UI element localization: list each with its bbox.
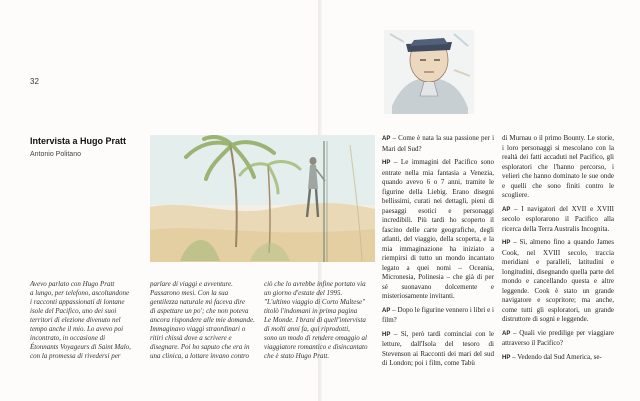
intro-line: una clinica, a lottare invano contro <box>150 352 250 360</box>
intro-column-3 <box>264 280 376 361</box>
qa-paragraph <box>382 330 494 369</box>
intro-line: ritiri chissà dove a scrivere e <box>150 334 232 342</box>
intro-column-2 <box>150 280 260 361</box>
qa-text: – Sì, però tardi cominciai con le letture, dall'Isola del tesoro di Stevenson ai Racconti dei mari del sud di London; poi i film, come Tabù <box>382 329 494 367</box>
qa-text: – Quali vie predilige per viaggiare attraverso il Pacifico? <box>502 328 614 347</box>
speaker-tag: HP <box>382 160 391 166</box>
intro-line: a lungo, per telefono, ascoltandone <box>30 289 130 297</box>
intro-line: parlare di viaggi e avventure. <box>150 280 233 288</box>
intro-line: i racconti appassionati di lontane <box>30 298 125 306</box>
intro-line: che è stato Hugo Pratt. <box>264 352 330 360</box>
interview-column-2 <box>502 134 614 367</box>
intro-line: ciò che lo avrebbe infine portato via <box>264 280 366 288</box>
speaker-tag: AP <box>382 307 391 314</box>
speaker-tag: AP <box>382 136 391 142</box>
speaker-tag: HP <box>502 354 511 361</box>
qa-text: – Come è nata la sua passione per i Mari del Sud? <box>382 134 495 153</box>
speaker-tag: AP <box>502 206 511 213</box>
intro-line: titolò l'indomani in prima pagina <box>264 307 358 315</box>
intro-line: di molti anni fa, qui riprodotti, <box>264 325 350 333</box>
qa-paragraph <box>382 306 494 326</box>
speaker-tag: HP <box>382 331 391 338</box>
intro-line: territori di elezione divenuto nel <box>30 316 121 324</box>
intro-line: viaggiatore romantico e disincantato <box>264 343 368 351</box>
qa-text: – Sì, almeno fino a quando James Cook, nel XVIII secolo, traccia meridiani e paralleli, latitudini e longitudini, disegnando quella parte del mondo e cancellando questa e altre leggende. Cook è stato un grande navigatore e scopritore; ma anche, come tutti gli esploratori, un grande distruttore di sogni e leggende. <box>502 238 614 323</box>
qa-paragraph <box>502 134 614 201</box>
article-author: Antonio Politano <box>30 151 81 158</box>
qa-paragraph <box>502 353 614 364</box>
qa-text: di Murnau o il primo Bounty. Le storie, i loro personaggi si mescolano con la realtà dei fatti accaduti nel Pacifico, gli esploratori che l'hanno percorso, i velieri che hanno dominato le sue onde e quelli che sono finiti contro le scogliere. <box>502 134 614 199</box>
qa-paragraph <box>502 238 614 325</box>
intro-line: di aspettare un po'; che non poteva <box>150 307 249 315</box>
qa-text: – Le immagini del Pacifico sono entrate nella mia fantasia a Venezia, quando avevo 6 o 7 anni, tramite le figurine della Liebig. Erano disegni bellissimi, curati nei dettagli, pieni di paesaggi esotici e personaggi incredibili. Più tardi ho scoperto il fascino delle carte geografiche, degli atlanti, del viaggio, della scoperta, e la mia immaginazione ha iniziato a riempirsi di tutto un mondo incantato legato a quei nomi – Oceania, Micronesia, Polinesia – che già di per sé suonavano dolcemente e misteriosamente invitanti. <box>382 158 494 300</box>
intro-line: sono un modo di rendere omaggio al <box>264 334 367 342</box>
qa-paragraph <box>382 134 494 154</box>
watercolor-illustration <box>150 135 375 262</box>
qa-text: – Dopo le figurine vennero i libri e i film? <box>382 305 494 324</box>
intro-line: Le Monde. I brani di quell'intervista <box>264 316 366 324</box>
intro-line: disegnare. Poi ho saputo che era in <box>150 343 250 351</box>
qa-paragraph <box>382 158 494 302</box>
qa-text: – I navigatori del XVII e XVIII secolo esplorarono il Pacifico alla ricerca della Terra Australis Incognita. <box>502 204 614 233</box>
intro-line: "L'ultimo viaggio di Corto Maltese" <box>264 298 366 306</box>
qa-paragraph <box>502 329 614 349</box>
intro-line: incontrato, in occasione di <box>30 334 106 342</box>
intro-line: un giorno d'estate del 1995. <box>264 289 343 297</box>
qa-text: – Vedendo dal Sud America, se- <box>512 352 602 361</box>
intro-line: ancora rispondere alle mie domande. <box>150 316 255 324</box>
page-number: 32 <box>30 77 39 86</box>
intro-line: tempo anche il mio. Lo avevo poi <box>30 325 124 333</box>
qa-paragraph <box>502 205 614 235</box>
intro-column-1 <box>30 280 144 361</box>
portrait-sketch <box>384 30 474 114</box>
speaker-tag: HP <box>502 240 511 246</box>
article-title: Intervista a Hugo Pratt <box>30 136 127 146</box>
intro-line: isole del Pacifico, uno dei suoi <box>30 307 117 315</box>
intro-line: Avevo parlato con Hugo Pratt <box>30 280 115 288</box>
interview-column-1 <box>382 134 494 373</box>
speaker-tag: AP <box>502 330 511 337</box>
intro-line: gentilezza naturale mi faceva dire <box>150 298 245 306</box>
intro-line: Passarono mesi. Con la sua <box>150 289 229 297</box>
intro-line: con la promessa di rivedersi per <box>30 352 121 360</box>
intro-line: Immaginavo viaggi straordinari o <box>150 325 246 333</box>
intro-line: Étonnants Voyageurs di Saint Malo, <box>30 343 131 351</box>
